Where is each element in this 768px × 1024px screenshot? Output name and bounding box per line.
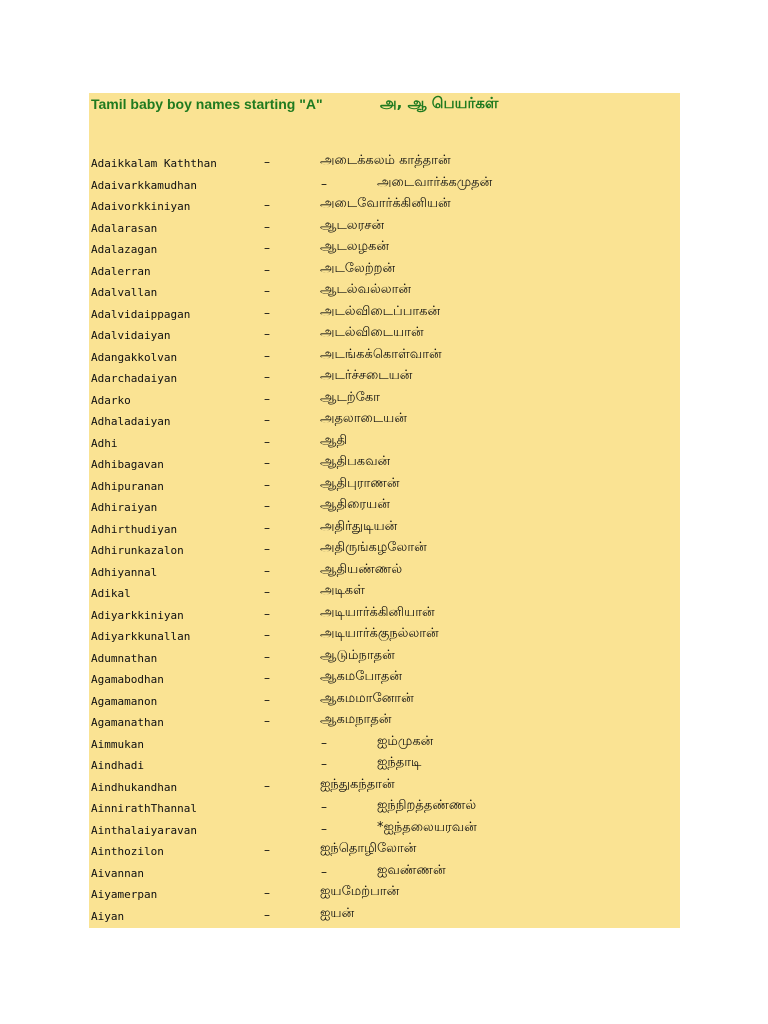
name-row (89, 454, 680, 476)
name-english: Agamamanon (91, 694, 158, 708)
separator-dash: – (264, 843, 270, 857)
name-tamil: ஆடல்வல்லான் (320, 282, 411, 297)
name-english: Adhiyannal (91, 565, 158, 579)
name-row (89, 476, 680, 498)
separator-dash: – (264, 628, 270, 642)
separator-dash: – (264, 649, 270, 664)
page-title-tamil: அ, ஆ பெயர்கள் (380, 94, 499, 112)
name-tamil: அடர்ச்சடையன் (320, 368, 413, 383)
name-english: Ainthalaiyaravan (91, 823, 197, 837)
name-row (89, 239, 680, 261)
name-row (89, 519, 680, 541)
name-english: Aimmukan (91, 737, 144, 751)
name-tamil: அதிர்துடியன் (320, 518, 398, 534)
name-row (89, 325, 680, 347)
separator-dash: – (264, 886, 270, 900)
separator-dash: – (321, 735, 327, 750)
name-english: Agamanathan (91, 716, 164, 729)
name-tamil: அடியார்க்குநல்லான் (320, 626, 439, 641)
name-english: Adaikkalam Kaththan (91, 157, 217, 170)
name-row (89, 669, 680, 691)
name-row (89, 605, 680, 627)
name-english: Adarchadaiyan (91, 372, 178, 385)
name-row (89, 691, 680, 713)
separator-dash: – (264, 370, 270, 384)
name-english: Adalvallan (91, 286, 158, 299)
name-list-page (89, 93, 680, 928)
name-row (89, 562, 680, 584)
separator-dash: – (264, 778, 270, 793)
name-english: Adalarasan (91, 221, 158, 235)
name-tamil: அடைவார்க்கமுதன் (377, 174, 493, 190)
name-row (89, 390, 680, 412)
name-english: Adiyarkkiniyan (91, 608, 184, 622)
name-english: Aiyamerpan (91, 888, 158, 901)
separator-dash: – (264, 391, 270, 406)
separator-dash: – (264, 585, 270, 599)
name-row (89, 218, 680, 240)
name-tamil: ஆடலழகன் (320, 239, 389, 254)
name-tamil: ஐந்தொழிலோன் (320, 841, 417, 856)
name-english: Adhirunkazalon (91, 544, 184, 557)
name-row (89, 153, 680, 175)
name-tamil: அடைக்கலம் காத்தான் (320, 153, 451, 168)
name-tamil: ஆதியண்ணல் (320, 561, 403, 577)
separator-dash: – (264, 219, 270, 234)
name-tamil: அடங்கக்கொள்வான் (320, 346, 442, 362)
separator-dash: – (264, 262, 270, 277)
name-tamil: ஐவண்ணன் (377, 862, 446, 878)
name-row (89, 196, 680, 218)
name-row (89, 261, 680, 283)
separator-dash: – (264, 671, 270, 685)
separator-dash: – (264, 413, 270, 427)
name-english: Adalvidaiyan (91, 329, 171, 342)
name-english: Adaivarkkamudhan (91, 178, 197, 192)
separator-dash: – (264, 155, 270, 169)
name-tamil: அடிகள் (320, 583, 365, 598)
separator-dash: – (264, 284, 270, 298)
name-english: Adalerran (91, 264, 151, 278)
name-tamil: அடல்விடையான் (320, 325, 424, 340)
name-row (89, 175, 680, 197)
name-tamil: ஐந்தாடி (377, 755, 422, 770)
separator-dash: – (264, 305, 270, 320)
name-english: Adikal (91, 587, 131, 600)
separator-dash: – (264, 499, 270, 513)
separator-dash: – (264, 520, 270, 535)
name-english: Adarko (91, 393, 131, 407)
names-list (89, 153, 680, 927)
name-tamil: ஆதி (320, 432, 348, 448)
name-row (89, 347, 680, 369)
name-tamil: அடலேற்றன் (320, 260, 396, 276)
name-english: Aindhadi (91, 759, 144, 772)
name-tamil: ஆடும்நாதன் (320, 647, 395, 663)
name-row (89, 540, 680, 562)
name-tamil: ஆகமமானோன் (320, 690, 414, 706)
separator-dash: – (264, 198, 270, 212)
page-title-english: Tamil baby boy names starting "A" (91, 96, 323, 112)
name-english: Adhirthudiyan (91, 522, 178, 536)
separator-dash: – (264, 692, 270, 707)
name-row (89, 820, 680, 842)
name-row (89, 368, 680, 390)
name-row (89, 906, 680, 928)
name-tamil: ஆகமநாதன் (320, 712, 392, 727)
name-tamil: ஆகமபோதன் (320, 669, 402, 684)
name-english: Aindhukandhan (91, 780, 178, 794)
name-row (89, 282, 680, 304)
name-english: Adhi (91, 436, 118, 450)
name-english: Adaivorkkiniyan (91, 200, 191, 213)
name-english: Adiyarkkunallan (91, 630, 191, 643)
separator-dash: – (264, 563, 270, 578)
name-tamil: ஐயன் (320, 905, 355, 921)
name-row (89, 583, 680, 605)
separator-dash: – (264, 907, 270, 922)
name-tamil: ஆதிபுராணன் (320, 475, 400, 491)
name-english: Adalazagan (91, 243, 158, 256)
name-english: Adhaladaiyan (91, 415, 171, 428)
separator-dash: – (321, 800, 327, 814)
name-tamil: ஐம்முகன் (377, 733, 434, 749)
name-tamil: அடைவோர்க்கினியன் (320, 196, 451, 211)
name-row (89, 626, 680, 648)
name-english: Agamabodhan (91, 673, 164, 686)
name-english: Adangakkolvan (91, 350, 178, 364)
separator-dash: – (264, 327, 270, 341)
name-english: AinnirathThannal (91, 802, 197, 815)
separator-dash: – (264, 542, 270, 556)
name-english: Adumnathan (91, 651, 158, 665)
separator-dash: – (264, 434, 270, 449)
name-row (89, 734, 680, 756)
name-tamil: அடல்விடைப்பாகன் (320, 303, 441, 319)
name-tamil: ஐயமேற்பான் (320, 884, 400, 899)
name-tamil: அதிருங்கழலோன் (320, 540, 427, 555)
name-english: Adhiraiyan (91, 501, 158, 514)
separator-dash: – (264, 714, 270, 728)
name-tamil: ஆடற்கோ (320, 389, 380, 405)
separator-dash: – (321, 864, 327, 879)
separator-dash: – (321, 821, 327, 836)
name-row (89, 433, 680, 455)
separator-dash: – (321, 757, 327, 771)
name-row (89, 798, 680, 820)
name-tamil: ஐந்துகந்தான் (320, 776, 395, 792)
name-tamil: ஆடலரசன் (320, 217, 385, 233)
name-row (89, 884, 680, 906)
name-english: Aivannan (91, 866, 144, 880)
name-tamil: ஐந்நிறத்தண்ணல் (377, 798, 477, 813)
separator-dash: – (264, 606, 270, 621)
name-tamil: ஆதிபகவன் (320, 454, 391, 469)
separator-dash: – (264, 348, 270, 363)
name-tamil: ஆதிரையன் (320, 497, 390, 512)
name-english: Adalvidaippagan (91, 307, 191, 321)
name-english: Ainthozilon (91, 845, 164, 858)
name-row (89, 777, 680, 799)
name-row (89, 841, 680, 863)
name-tamil: அடியார்க்கினியான் (320, 604, 435, 620)
name-english: Adhipuranan (91, 479, 164, 493)
name-row (89, 648, 680, 670)
separator-dash: – (264, 477, 270, 492)
separator-dash: – (321, 176, 327, 191)
name-row (89, 304, 680, 326)
name-row (89, 411, 680, 433)
separator-dash: – (264, 456, 270, 470)
name-row (89, 712, 680, 734)
name-english: Adhibagavan (91, 458, 164, 471)
name-tamil: *ஐந்தலையரவன் (377, 819, 477, 835)
name-tamil: அதலாடையன் (320, 411, 407, 426)
separator-dash: – (264, 241, 270, 255)
name-row (89, 863, 680, 885)
name-row (89, 497, 680, 519)
name-row (89, 755, 680, 777)
name-english: Aiyan (91, 909, 125, 923)
